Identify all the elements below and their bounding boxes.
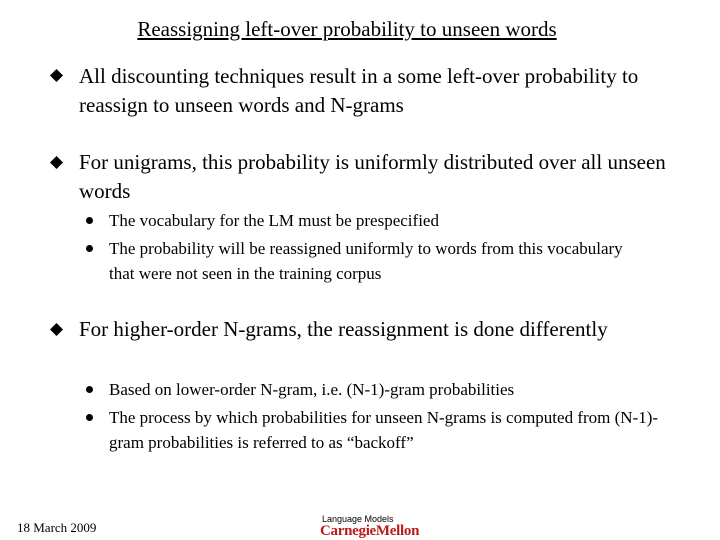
bullet-text: For higher-order N-grams, the reassignment is done differently xyxy=(79,317,608,341)
carnegie-mellon-logo: CarnegieMellon xyxy=(320,523,420,539)
slide-title: Reassigning left-over probability to unseen words xyxy=(137,17,557,41)
dot-icon xyxy=(86,386,93,393)
sub-bullet-text: The vocabulary for the LM must be prespecified xyxy=(109,211,439,230)
diamond-icon xyxy=(50,323,63,336)
bullet-text: For unigrams, this probability is uniformly distributed over all unseen words xyxy=(79,150,666,203)
diamond-icon xyxy=(50,156,63,169)
diamond-icon xyxy=(50,69,63,82)
dot-icon xyxy=(86,414,93,421)
sub-bullet-text: Based on lower-order N-gram, i.e. (N-1)-gram probabilities xyxy=(109,380,515,399)
bullet-text: All discounting techniques result in a some left-over probability to reassign to unseen words and N-grams xyxy=(79,64,639,117)
sub-bullet-text: The probability will be reassigned uniformly to words from this vocabulary that were not seen in the training corpus xyxy=(109,239,623,283)
footer-date: 18 March 2009 xyxy=(17,520,97,535)
dot-icon xyxy=(86,217,93,224)
footer-section-label: Language Models xyxy=(322,514,394,524)
sub-bullet-text: The process by which probabilities for unseen N-grams is computed from (N-1)-gram probabilities is referred to as “backoff” xyxy=(109,408,659,452)
dot-icon xyxy=(86,245,93,252)
